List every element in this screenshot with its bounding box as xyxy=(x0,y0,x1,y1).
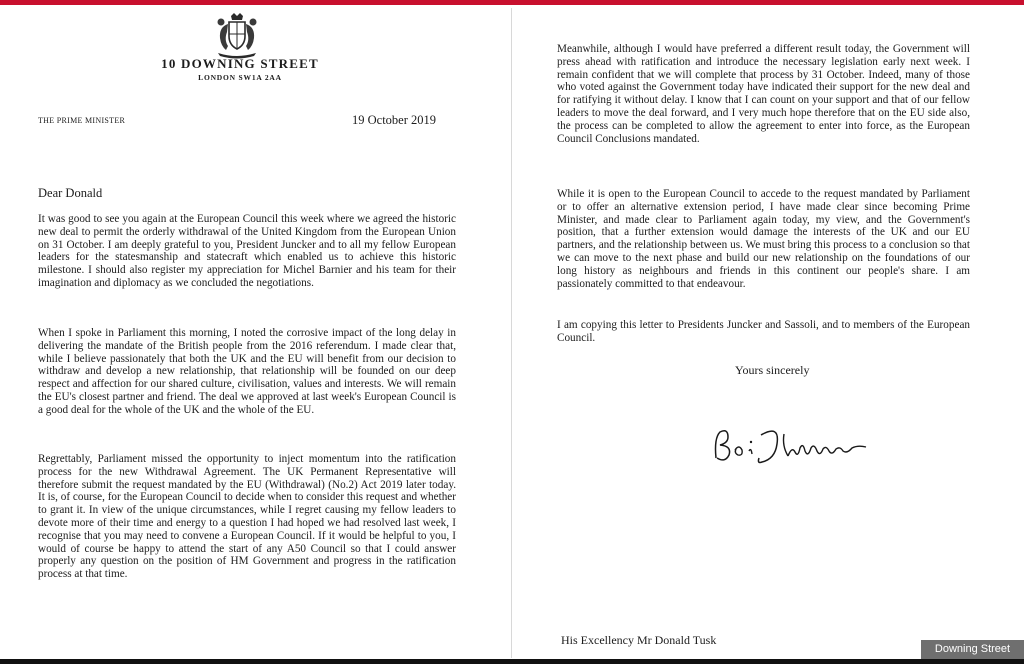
bottom-bar xyxy=(0,659,1024,664)
letterhead-address: 10 DOWNING STREET xyxy=(161,56,319,71)
royal-coat-of-arms-icon xyxy=(213,10,261,60)
salutation: Dear Donald xyxy=(38,186,103,200)
letter-page-left xyxy=(0,6,510,659)
signature-icon xyxy=(708,418,893,470)
letter-date: 19 October 2019 xyxy=(352,113,437,127)
recipient-line: His Excellency Mr Donald Tusk xyxy=(561,633,717,647)
letter-page-right xyxy=(513,6,1024,659)
letter-paragraph: Meanwhile, although I would have preferred a different result today, the Government will press ahead with ratification and introduce the necessary legislation early next week. I remain confident that we will complete that process by 31 October. Indeed, many of those who voted against the Government today have indicated their support for the new deal and for ratifying it without delay. I know that I can count on your support and that of our fellow leaders to move the deal forward, and I very much hope therefore that on the EU side also, the process can be completed to allow the agreement to enter into force, as the European Council Conclusions mandated. xyxy=(557,43,970,145)
letterhead-postcode: LONDON SW1A 2AA xyxy=(198,73,282,82)
top-accent-bar xyxy=(0,0,1024,5)
image-credit-label: Downing Street xyxy=(921,640,1024,659)
letter-paragraph: It was good to see you again at the European Council this week where we agreed the historic new deal to permit the orderly withdrawal of the United Kingdom from the European Union on 31 October. I am deeply grateful to you, President Juncker and to all my fellow European leaders for the statesmanship and statecraft which enabled us to achieve this historic milestone. I should also register my appreciation for Michel Barnier and his team for their imagination and diplomacy as we concluded the negotiations. xyxy=(38,213,456,289)
closing: Yours sincerely xyxy=(735,363,810,377)
office-label: THE PRIME MINISTER xyxy=(38,116,126,125)
letter-paragraph: When I spoke in Parliament this morning, I noted the corrosive impact of the long delay in delivering the mandate of the British people from the 2016 referendum. I made clear that, while I believe passionately that both the UK and the EU will benefit from our decision to withdraw and develop a new relationship, that relationship will be founded on our deep respect and affection for our shared culture, civilisation, values and interests. We will remain the EU's closest partner and friend. The deal we approved at last week's European Council is a good deal for the whole of the UK and the whole of the EU. xyxy=(38,327,456,416)
letter-paragraph: While it is open to the European Council to accede to the request mandated by Parliament or to offer an alternative extension period, I have made clear since becoming Prime Minister, and made clear to Parliament again today, my view, and the Government's position, that a further extension would damage the interests of the UK and our EU partners, and the relationship between us. We must bring this process to a conclusion so that we can move to the next phase and build our new relationship on the foundations of our long history as neighbours and friends in this continent our people's share. I am passionately committed to that endeavour. xyxy=(557,188,970,290)
letter-paragraph: I am copying this letter to Presidents Juncker and Sassoli, and to members of the European Council. xyxy=(557,319,970,344)
letter-paragraph: Regrettably, Parliament missed the opportunity to inject momentum into the ratification process for the new Withdrawal Agreement. The UK Permanent Representative will therefore submit the request mandated by the EU (Withdrawal) (No.2) Act 2019 later today. It is, of course, for the European Council to decide when to consider this request and whether to grant it. In view of the unique circumstances, while I regret causing my fellow leaders to devote more of their time and energy to a question I had hoped we had resolved last week, I recognise that you may need to convene a European Council. If it would be helpful to you, I would of course be happy to attend the start of any A50 Council so that I could answer properly any question on the position of HM Government and progress in the ratification process at that time. xyxy=(38,453,456,581)
page-divider xyxy=(511,8,512,658)
